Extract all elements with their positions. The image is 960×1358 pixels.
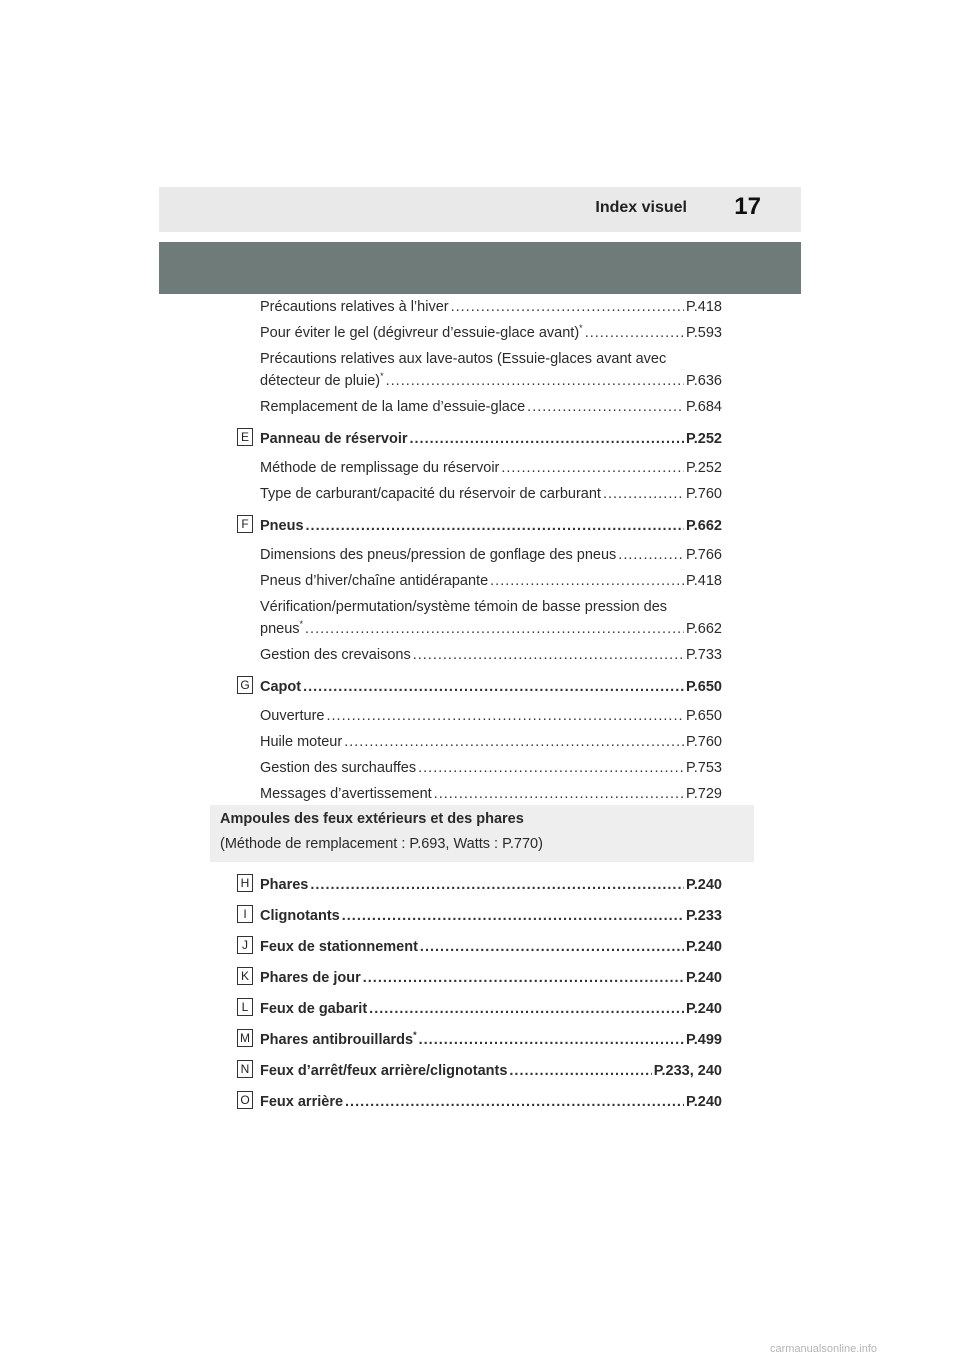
page-ref: P.733 (685, 647, 722, 663)
page-ref: P.418 (685, 573, 722, 589)
light-entry[interactable]: J Feux de stationnement ..... P.240 (230, 934, 722, 965)
index-main-entry[interactable]: F Pneus ..... P.662 (230, 513, 722, 544)
page-ref: P.650 (685, 708, 722, 724)
light-entry[interactable]: K Phares de jour ..... P.240 (230, 965, 722, 996)
page-ref: P.233 (685, 908, 722, 924)
page-ref: P.760 (685, 734, 722, 750)
callout-letter: M (237, 1029, 253, 1047)
callout-letter: J (237, 936, 253, 954)
page-ref: P.662 (685, 518, 722, 534)
page-ref: P.766 (685, 547, 722, 563)
index-entry[interactable]: pneus* ..... P.662 (230, 618, 722, 644)
index-entry[interactable]: Pneus d’hiver/chaîne antidérapante ..... P.418 (230, 570, 722, 596)
light-entry[interactable]: N Feux d’arrêt/feux arrière/clignotants ..... P.233, 240 (230, 1058, 722, 1089)
index-entry-line1[interactable]: Précautions relatives aux lave-autos (Essuie-glaces avant avec (260, 351, 667, 367)
index-entry[interactable]: Remplacement de la lame d’essuie-glace ..... P.684 (230, 396, 722, 422)
page-ref: P.650 (685, 679, 722, 695)
page-ref: P.252 (685, 460, 722, 476)
index-entry[interactable]: détecteur de pluie)* ..... P.636 (230, 370, 722, 396)
page-ref: P.240 (685, 939, 722, 955)
light-entry[interactable]: O Feux arrière ..... P.240 (230, 1089, 722, 1120)
light-entry[interactable]: H Phares ..... P.240 (230, 872, 722, 903)
page-ref: P.593 (685, 325, 722, 341)
index-list-top (230, 296, 722, 809)
index-entry[interactable]: Ouverture ..... P.650 (230, 705, 722, 731)
index-entry[interactable]: Gestion des surchauffes ..... P.753 (230, 757, 722, 783)
site-watermark: carmanualsonline.info (770, 1343, 878, 1355)
page-ref: P.753 (685, 760, 722, 776)
index-main-entry[interactable]: E Panneau de réservoir ..... P.252 (230, 426, 722, 457)
page-ref: P.729 (685, 786, 722, 802)
callout-letter: G (237, 676, 253, 694)
page-ref: P.252 (685, 431, 722, 447)
index-entry[interactable]: Type de carburant/capacité du réservoir de carburant ..... P.760 (230, 483, 722, 509)
page-ref: P.662 (685, 621, 722, 637)
index-entry[interactable]: Dimensions des pneus/pression de gonflage des pneus ..... P.766 (230, 544, 722, 570)
page-ref: P.233, 240 (653, 1063, 722, 1079)
callout-letter: I (237, 905, 253, 923)
index-entry[interactable]: Précautions relatives à l’hiver ..... P.418 (230, 296, 722, 322)
info-box-title: Ampoules des feux extérieurs et des phares (220, 811, 524, 827)
header-band (159, 242, 801, 294)
light-entry[interactable]: M Phares antibrouillards* ..... P.499 (230, 1027, 722, 1058)
index-entry[interactable]: Méthode de remplissage du réservoir ..... P.252 (230, 457, 722, 483)
info-box-subtitle: (Méthode de remplacement : P.693, Watts : P.770) (220, 836, 543, 852)
page-ref: P.240 (685, 970, 722, 986)
page-ref: P.418 (685, 299, 722, 315)
callout-letter: O (237, 1091, 253, 1109)
section-title: Index visuel (595, 199, 687, 216)
index-entry-line1[interactable]: Vérification/permutation/système témoin de basse pression des (260, 599, 668, 615)
light-entry[interactable]: L Feux de gabarit ..... P.240 (230, 996, 722, 1027)
index-entry[interactable]: Gestion des crevaisons ..... P.733 (230, 644, 722, 670)
index-entry[interactable]: Pour éviter le gel (dégivreur d’essuie-glace avant)* ..... P.593 (230, 322, 722, 348)
index-entry[interactable]: Huile moteur ..... P.760 (230, 731, 722, 757)
lights-list (230, 868, 722, 1120)
page-ref: P.684 (685, 399, 722, 415)
page-ref: P.499 (685, 1032, 722, 1048)
callout-letter: K (237, 967, 253, 985)
index-entry[interactable]: Messages d’avertissement ..... P.729 (230, 783, 722, 809)
callout-letter: F (237, 515, 253, 533)
page-ref: P.240 (685, 877, 722, 893)
page-ref: P.636 (685, 373, 722, 389)
page-ref: P.240 (685, 1094, 722, 1110)
callout-letter: E (237, 428, 253, 446)
page-ref: P.760 (685, 486, 722, 502)
callout-letter: H (237, 874, 253, 892)
page-header (159, 187, 801, 232)
page-number: 17 (734, 193, 761, 220)
callout-letter: N (237, 1060, 253, 1078)
light-entry[interactable]: I Clignotants ..... P.233 (230, 903, 722, 934)
callout-letter: L (237, 998, 253, 1016)
bulbs-info-box (210, 805, 754, 862)
page-ref: P.240 (685, 1001, 722, 1017)
index-main-entry[interactable]: G Capot ..... P.650 (230, 674, 722, 705)
